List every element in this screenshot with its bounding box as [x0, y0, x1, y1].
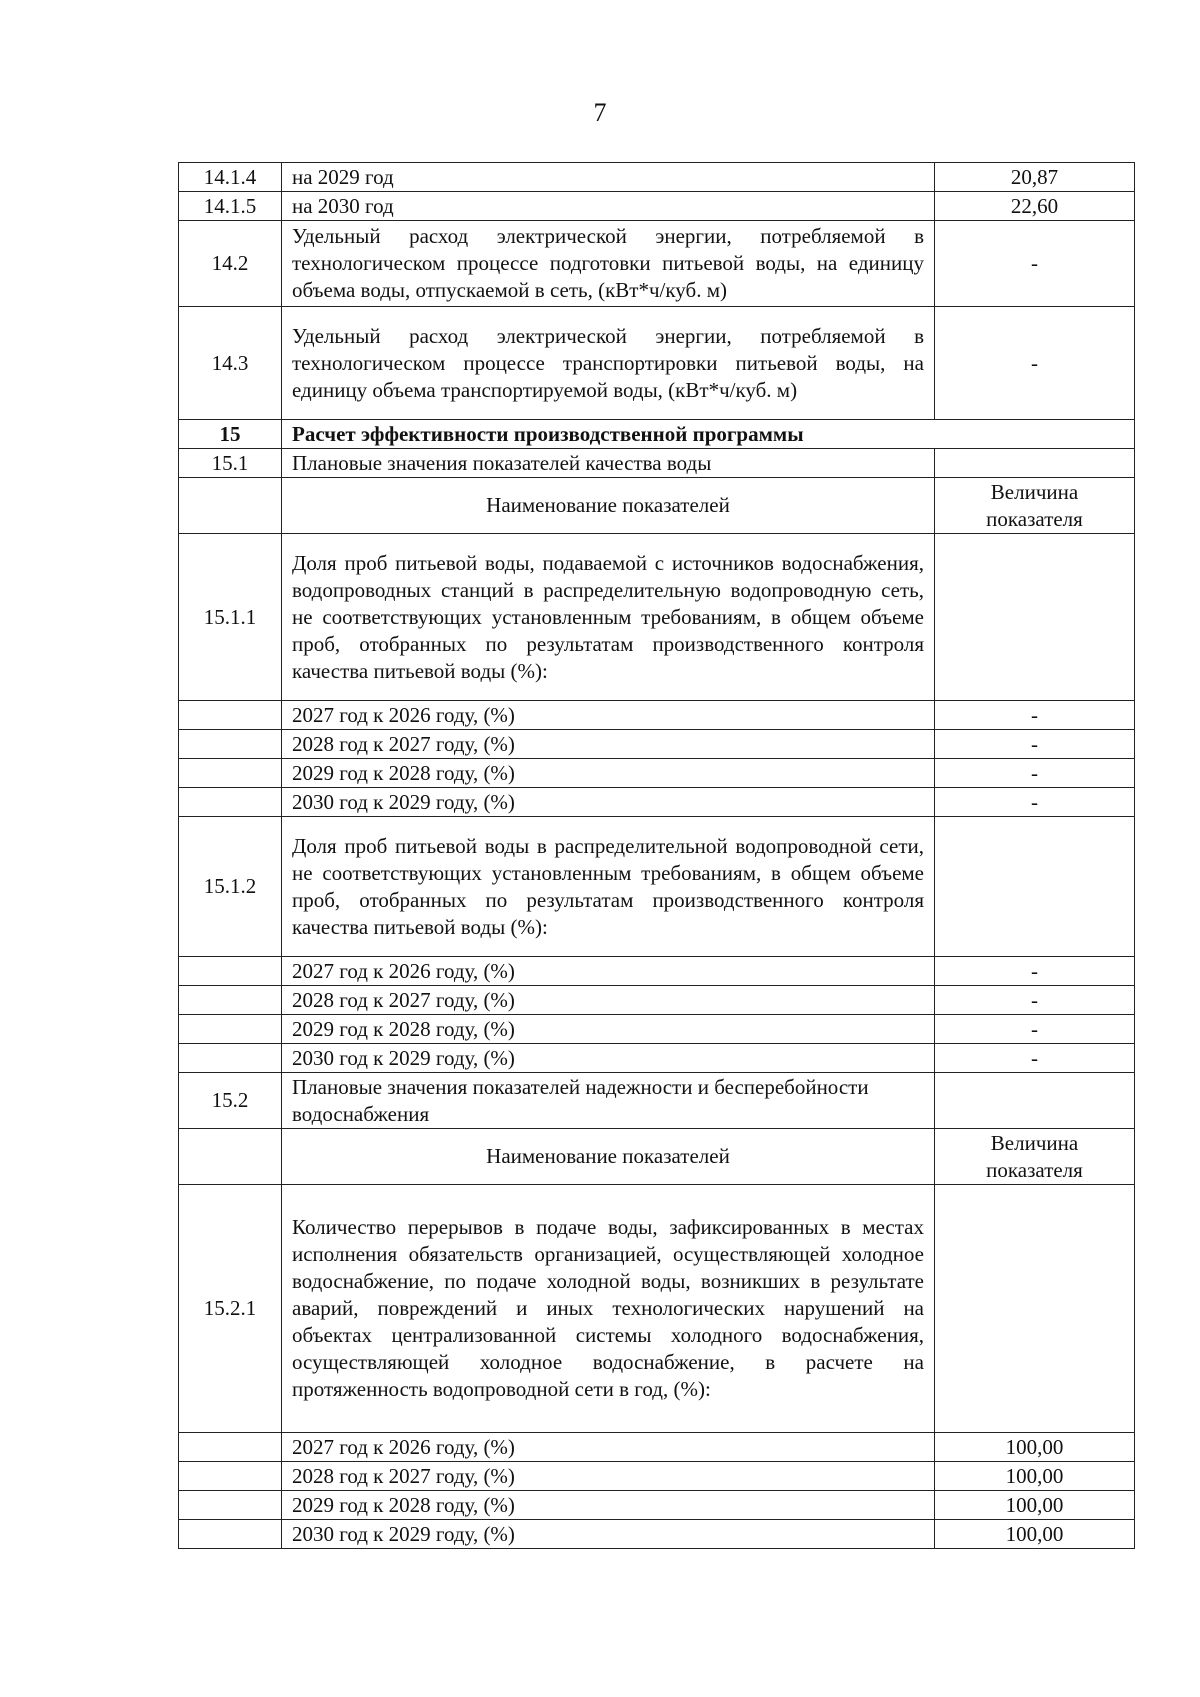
table-row — [179, 1015, 1135, 1044]
indicator-value: - — [935, 1015, 1135, 1044]
table-row — [179, 1185, 1135, 1433]
column-header-name: Наименование показателей — [282, 478, 935, 534]
indicator-name: 2030 год к 2029 году, (%) — [282, 1520, 935, 1549]
indicator-value: 20,87 — [935, 163, 1135, 192]
section-row — [179, 420, 1135, 449]
row-number: 14.3 — [179, 307, 282, 420]
indicator-value: - — [935, 730, 1135, 759]
table-row — [179, 1433, 1135, 1462]
table-row — [179, 957, 1135, 986]
row-number: 15.1 — [179, 449, 282, 478]
row-number — [179, 1433, 282, 1462]
indicator-value: 100,00 — [935, 1433, 1135, 1462]
indicator-name: Доля проб питьевой воды в распределительной водопроводной сети, не соответствующих установленным требованиям, в общем объеме проб, отобранных по результатам производственного контроля качества питьевой воды (%): — [282, 817, 935, 957]
indicator-value: - — [935, 957, 1135, 986]
table-row — [179, 788, 1135, 817]
table-row — [179, 1073, 1135, 1129]
indicator-value — [935, 534, 1135, 701]
indicator-value: 22,60 — [935, 192, 1135, 221]
indicator-value: - — [935, 1044, 1135, 1073]
row-number: 15.1.2 — [179, 817, 282, 957]
row-number — [179, 730, 282, 759]
row-number — [179, 788, 282, 817]
page-number: 7 — [593, 98, 607, 127]
column-header-row — [179, 1129, 1135, 1185]
indicator-name: 2029 год к 2028 году, (%) — [282, 1491, 935, 1520]
indicator-name: Удельный расход электрической энергии, потребляемой в технологическом процессе подготовки питьевой воды, на единицу объема воды, отпускаемой в сеть, (кВт*ч/куб. м) — [282, 221, 935, 307]
row-number — [179, 759, 282, 788]
indicator-value — [935, 449, 1135, 478]
indicator-name: 2027 год к 2026 году, (%) — [282, 957, 935, 986]
indicator-value: - — [935, 759, 1135, 788]
indicator-name: 2027 год к 2026 году, (%) — [282, 1433, 935, 1462]
indicator-value: - — [935, 986, 1135, 1015]
indicator-name: 2030 год к 2029 году, (%) — [282, 788, 935, 817]
table-row — [179, 449, 1135, 478]
indicator-value — [935, 1073, 1135, 1129]
indicator-name: Доля проб питьевой воды, подаваемой с источников водоснабжения, водопроводных станций в распределительную водопроводную сеть, не соответствующих установленным требованиям, в общем объеме проб, отобранных по результатам производственного контроля качества питьевой воды (%): — [282, 534, 935, 701]
indicator-name: 2029 год к 2028 году, (%) — [282, 759, 935, 788]
row-number: 14.2 — [179, 221, 282, 307]
table-row — [179, 1491, 1135, 1520]
indicator-value: 100,00 — [935, 1520, 1135, 1549]
indicator-value: - — [935, 307, 1135, 420]
indicators-table — [178, 162, 1135, 1549]
indicator-name: 2029 год к 2028 году, (%) — [282, 1015, 935, 1044]
table-row — [179, 817, 1135, 957]
row-number: 15.2.1 — [179, 1185, 282, 1433]
table-row — [179, 221, 1135, 307]
table-row — [179, 163, 1135, 192]
row-number — [179, 986, 282, 1015]
table-row — [179, 1462, 1135, 1491]
row-number: 15.2 — [179, 1073, 282, 1129]
indicator-name: 2028 год к 2027 году, (%) — [282, 1462, 935, 1491]
row-number: 14.1.4 — [179, 163, 282, 192]
column-header-row — [179, 478, 1135, 534]
indicator-value — [935, 817, 1135, 957]
indicator-name: на 2029 год — [282, 163, 935, 192]
table-row — [179, 1044, 1135, 1073]
table-row — [179, 759, 1135, 788]
indicator-value — [935, 1185, 1135, 1433]
indicator-name: Количество перерывов в подаче воды, зафиксированных в местах исполнения обязательств организацией, осуществляющей холодное водоснабжение, по подаче холодной воды, возникших в результате аварий, повреждений и иных технологических нарушений на объектах централизованной системы холодного водоснабжения, осуществляющей холодное водоснабжение, в расчете на протяженность водопроводной сети в год, (%): — [282, 1185, 935, 1433]
table-body — [179, 163, 1135, 1549]
table-row — [179, 986, 1135, 1015]
row-number: 15.1.1 — [179, 534, 282, 701]
table-row — [179, 1520, 1135, 1549]
table-row — [179, 701, 1135, 730]
indicator-name: 2028 год к 2027 году, (%) — [282, 730, 935, 759]
row-number: 15 — [179, 420, 282, 449]
indicator-name: 2027 год к 2026 году, (%) — [282, 701, 935, 730]
indicator-name: 2028 год к 2027 году, (%) — [282, 986, 935, 1015]
row-number — [179, 957, 282, 986]
indicator-name: Плановые значения показателей качества воды — [282, 449, 935, 478]
column-header-name: Наименование показателей — [282, 1129, 935, 1185]
row-number — [179, 1129, 282, 1185]
row-number — [179, 1015, 282, 1044]
indicator-value: - — [935, 221, 1135, 307]
row-number — [179, 1462, 282, 1491]
indicator-value: 100,00 — [935, 1491, 1135, 1520]
indicator-value: - — [935, 788, 1135, 817]
indicator-value: 100,00 — [935, 1462, 1135, 1491]
column-header-value: Величина показателя — [935, 478, 1135, 534]
column-header-value: Величина показателя — [935, 1129, 1135, 1185]
indicator-name: 2030 год к 2029 году, (%) — [282, 1044, 935, 1073]
indicator-name: на 2030 год — [282, 192, 935, 221]
indicator-name: Плановые значения показателей надежности и бесперебойности водоснабжения — [282, 1073, 935, 1129]
row-number — [179, 478, 282, 534]
row-number — [179, 1520, 282, 1549]
section-title: Расчет эффективности производственной программы — [282, 420, 1135, 449]
indicator-value: - — [935, 701, 1135, 730]
table-row — [179, 307, 1135, 420]
table-row — [179, 730, 1135, 759]
table-row — [179, 192, 1135, 221]
table-row — [179, 534, 1135, 701]
row-number — [179, 1044, 282, 1073]
row-number — [179, 701, 282, 730]
row-number: 14.1.5 — [179, 192, 282, 221]
row-number — [179, 1491, 282, 1520]
indicator-name: Удельный расход электрической энергии, потребляемой в технологическом процессе транспортировки питьевой воды, на единицу объема транспортируемой воды, (кВт*ч/куб. м) — [282, 307, 935, 420]
